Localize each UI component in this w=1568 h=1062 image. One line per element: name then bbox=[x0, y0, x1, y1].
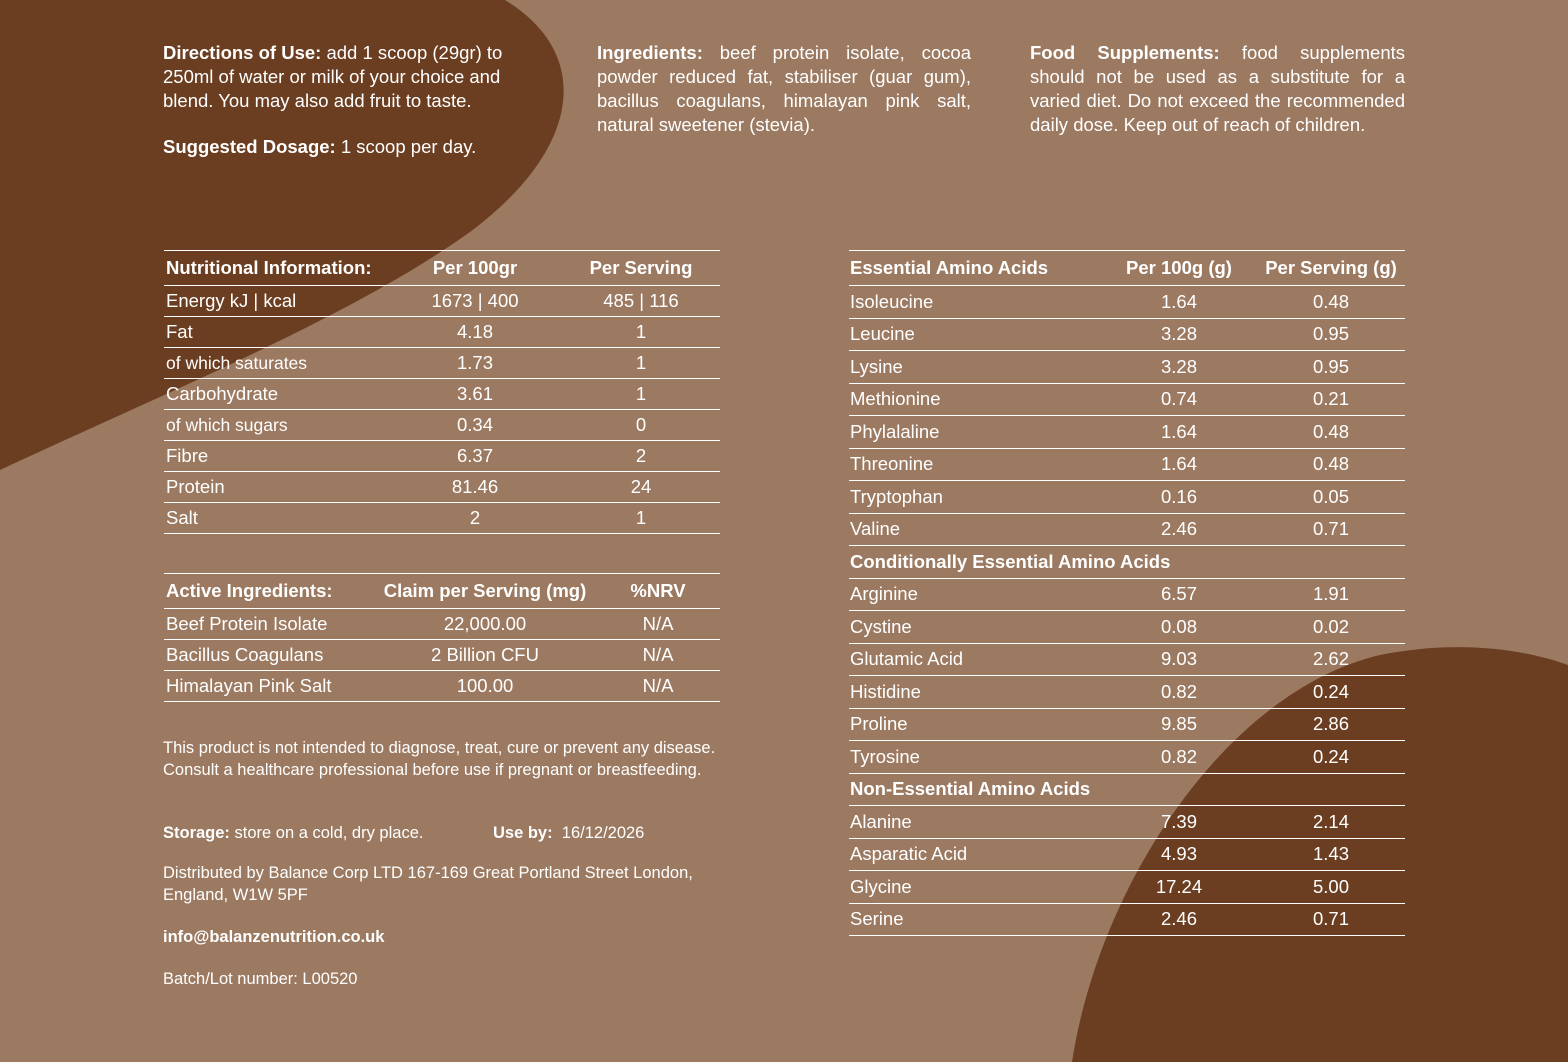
amino-per100: 7.39 bbox=[1101, 806, 1257, 839]
amino-name: Lysine bbox=[849, 351, 1101, 384]
nutrient-name: Fibre bbox=[164, 441, 388, 472]
nutrient-per100: 1.73 bbox=[388, 348, 562, 379]
useby-label: Use by: bbox=[493, 824, 553, 842]
amino-per100: 2.46 bbox=[1101, 903, 1257, 936]
table-row bbox=[849, 643, 1405, 676]
amino-header-serving: Per Serving (g) bbox=[1257, 251, 1405, 286]
amino-per100: 2.46 bbox=[1101, 513, 1257, 546]
amino-per100: 0.82 bbox=[1101, 676, 1257, 709]
nutrition-table bbox=[164, 250, 720, 534]
table-row bbox=[164, 441, 720, 472]
table-row bbox=[849, 741, 1405, 774]
amino-per100: 9.03 bbox=[1101, 643, 1257, 676]
nutrient-name: of which sugars bbox=[164, 410, 388, 441]
table-row bbox=[164, 640, 720, 671]
table-row bbox=[164, 410, 720, 441]
amino-serving: 0.71 bbox=[1257, 513, 1405, 546]
amino-per100: 0.74 bbox=[1101, 383, 1257, 416]
table-row bbox=[849, 611, 1405, 644]
table-row bbox=[849, 513, 1405, 546]
table-row bbox=[849, 351, 1405, 384]
amino-name: Asparatic Acid bbox=[849, 838, 1101, 871]
amino-serving: 5.00 bbox=[1257, 871, 1405, 904]
nutrition-header-name: Nutritional Information: bbox=[164, 251, 388, 286]
nutrient-name: Carbohydrate bbox=[164, 379, 388, 410]
amino-header-row bbox=[849, 251, 1405, 286]
nutrition-header-per100: Per 100gr bbox=[388, 251, 562, 286]
nutrient-serving: 1 bbox=[562, 379, 720, 410]
nonessential-section-title: Non-Essential Amino Acids bbox=[849, 773, 1405, 806]
amino-serving: 2.86 bbox=[1257, 708, 1405, 741]
ingredients-section bbox=[597, 41, 971, 137]
supplements-label: Food Supplements: bbox=[1030, 42, 1220, 63]
nutrient-serving: 2 bbox=[562, 441, 720, 472]
active-name: Beef Protein Isolate bbox=[164, 609, 374, 640]
amino-name: Valine bbox=[849, 513, 1101, 546]
active-claim: 22,000.00 bbox=[374, 609, 596, 640]
amino-per100: 4.93 bbox=[1101, 838, 1257, 871]
dosage-text: 1 scoop per day. bbox=[335, 136, 477, 157]
amino-name: Proline bbox=[849, 708, 1101, 741]
amino-per100: 3.28 bbox=[1101, 318, 1257, 351]
table-row bbox=[164, 348, 720, 379]
amino-per100: 17.24 bbox=[1101, 871, 1257, 904]
nutrient-per100: 1673 | 400 bbox=[388, 286, 562, 317]
table-row bbox=[849, 383, 1405, 416]
amino-serving: 0.48 bbox=[1257, 448, 1405, 481]
nutrient-name: Protein bbox=[164, 472, 388, 503]
supplements-section bbox=[1030, 41, 1405, 137]
section-header-row bbox=[849, 773, 1405, 806]
table-row bbox=[849, 416, 1405, 449]
nutrient-per100: 4.18 bbox=[388, 317, 562, 348]
active-header-claim: Claim per Serving (mg) bbox=[374, 574, 596, 609]
amino-name: Threonine bbox=[849, 448, 1101, 481]
nutrient-per100: 0.34 bbox=[388, 410, 562, 441]
nutrient-per100: 3.61 bbox=[388, 379, 562, 410]
amino-name: Glycine bbox=[849, 871, 1101, 904]
disclaimer-text: This product is not intended to diagnose, treat, cure or prevent any disease. Consult a healthcare professional before use if pregnant or breastfeeding. bbox=[163, 739, 716, 779]
amino-name: Arginine bbox=[849, 578, 1101, 611]
nutrient-serving: 0 bbox=[562, 410, 720, 441]
table-row bbox=[849, 448, 1405, 481]
ingredients-text: beef protein isolate, cocoa powder reduced fat, stabiliser (guar gum), bacillus coagulans, himalayan pink salt, natural sweetener (stevia). bbox=[597, 42, 971, 135]
amino-header-essential: Essential Amino Acids bbox=[849, 251, 1101, 286]
table-row bbox=[849, 676, 1405, 709]
amino-name: Isoleucine bbox=[849, 286, 1101, 319]
batch-number: Batch/Lot number: L00520 bbox=[163, 970, 358, 988]
amino-acids-table bbox=[849, 250, 1405, 936]
table-row bbox=[849, 838, 1405, 871]
table-row bbox=[164, 379, 720, 410]
table-row bbox=[849, 481, 1405, 514]
amino-serving: 0.95 bbox=[1257, 351, 1405, 384]
amino-name: Glutamic Acid bbox=[849, 643, 1101, 676]
amino-serving: 1.43 bbox=[1257, 838, 1405, 871]
nutrient-name: of which saturates bbox=[164, 348, 388, 379]
amino-per100: 1.64 bbox=[1101, 416, 1257, 449]
active-claim: 100.00 bbox=[374, 671, 596, 702]
nutrition-header-row bbox=[164, 251, 720, 286]
directions-label: Directions of Use: bbox=[163, 42, 322, 63]
amino-name: Serine bbox=[849, 903, 1101, 936]
active-nrv: N/A bbox=[596, 609, 720, 640]
table-row bbox=[849, 286, 1405, 319]
amino-serving: 0.48 bbox=[1257, 416, 1405, 449]
storage-text: store on a cold, dry place. bbox=[229, 824, 424, 842]
table-row bbox=[164, 317, 720, 348]
table-row bbox=[849, 806, 1405, 839]
amino-per100: 0.08 bbox=[1101, 611, 1257, 644]
directions-section bbox=[163, 41, 539, 159]
table-row bbox=[849, 903, 1405, 936]
amino-name: Phylalaline bbox=[849, 416, 1101, 449]
table-row bbox=[164, 609, 720, 640]
amino-name: Cystine bbox=[849, 611, 1101, 644]
active-header-row bbox=[164, 574, 720, 609]
active-nrv: N/A bbox=[596, 671, 720, 702]
nutrient-per100: 6.37 bbox=[388, 441, 562, 472]
amino-serving: 0.05 bbox=[1257, 481, 1405, 514]
table-row bbox=[164, 472, 720, 503]
active-claim: 2 Billion CFU bbox=[374, 640, 596, 671]
table-row bbox=[849, 318, 1405, 351]
amino-name: Methionine bbox=[849, 383, 1101, 416]
nutrient-serving: 1 bbox=[562, 317, 720, 348]
conditional-section-title: Conditionally Essential Amino Acids bbox=[849, 546, 1405, 579]
amino-name: Histidine bbox=[849, 676, 1101, 709]
nutrient-name: Salt bbox=[164, 503, 388, 534]
active-ingredients-table bbox=[164, 573, 720, 702]
active-header-name: Active Ingredients: bbox=[164, 574, 374, 609]
nutrient-serving: 24 bbox=[562, 472, 720, 503]
amino-header-per100: Per 100g (g) bbox=[1101, 251, 1257, 286]
amino-per100: 0.82 bbox=[1101, 741, 1257, 774]
table-row bbox=[849, 708, 1405, 741]
active-name: Himalayan Pink Salt bbox=[164, 671, 374, 702]
useby-line bbox=[493, 823, 644, 845]
amino-per100: 9.85 bbox=[1101, 708, 1257, 741]
amino-serving: 1.91 bbox=[1257, 578, 1405, 611]
nutrient-per100: 81.46 bbox=[388, 472, 562, 503]
amino-name: Leucine bbox=[849, 318, 1101, 351]
active-name: Bacillus Coagulans bbox=[164, 640, 374, 671]
amino-serving: 0.95 bbox=[1257, 318, 1405, 351]
amino-serving: 2.14 bbox=[1257, 806, 1405, 839]
table-row bbox=[164, 671, 720, 702]
active-nrv: N/A bbox=[596, 640, 720, 671]
ingredients-label: Ingredients: bbox=[597, 42, 703, 63]
amino-per100: 0.16 bbox=[1101, 481, 1257, 514]
amino-per100: 6.57 bbox=[1101, 578, 1257, 611]
contact-email[interactable]: info@balanzenutrition.co.uk bbox=[163, 928, 385, 946]
nutrient-serving: 485 | 116 bbox=[562, 286, 720, 317]
nutrient-serving: 1 bbox=[562, 348, 720, 379]
supplements-text: food supplements should not be used as a substitute for a varied diet. Do not exceed the recommended daily dose. Keep out of reach of children. bbox=[1030, 42, 1405, 135]
amino-name: Alanine bbox=[849, 806, 1101, 839]
amino-serving: 2.62 bbox=[1257, 643, 1405, 676]
amino-serving: 0.71 bbox=[1257, 903, 1405, 936]
dosage-label: Suggested Dosage: bbox=[163, 136, 336, 157]
table-row bbox=[164, 286, 720, 317]
table-row bbox=[849, 871, 1405, 904]
amino-name: Tryptophan bbox=[849, 481, 1101, 514]
amino-per100: 3.28 bbox=[1101, 351, 1257, 384]
amino-name: Tyrosine bbox=[849, 741, 1101, 774]
table-row bbox=[849, 578, 1405, 611]
amino-serving: 0.21 bbox=[1257, 383, 1405, 416]
nutrient-name: Fat bbox=[164, 317, 388, 348]
section-header-row bbox=[849, 546, 1405, 579]
amino-per100: 1.64 bbox=[1101, 286, 1257, 319]
amino-serving: 0.24 bbox=[1257, 741, 1405, 774]
distributor-address: Distributed by Balance Corp LTD 167-169 Great Portland Street London, England, W1W 5PF bbox=[163, 864, 693, 904]
amino-serving: 0.02 bbox=[1257, 611, 1405, 644]
directions-text: add 1 scoop (29gr) to 250ml of water or milk of your choice and blend. You may also add fruit to taste. bbox=[163, 42, 503, 111]
storage-label: Storage: bbox=[163, 824, 230, 842]
nutrient-name: Energy kJ | kcal bbox=[164, 286, 388, 317]
amino-serving: 0.24 bbox=[1257, 676, 1405, 709]
amino-serving: 0.48 bbox=[1257, 286, 1405, 319]
table-row bbox=[164, 503, 720, 534]
amino-per100: 1.64 bbox=[1101, 448, 1257, 481]
useby-date: 16/12/2026 bbox=[552, 824, 645, 842]
nutrient-serving: 1 bbox=[562, 503, 720, 534]
nutrition-header-serving: Per Serving bbox=[562, 251, 720, 286]
active-header-nrv: %NRV bbox=[596, 574, 720, 609]
nutrient-per100: 2 bbox=[388, 503, 562, 534]
